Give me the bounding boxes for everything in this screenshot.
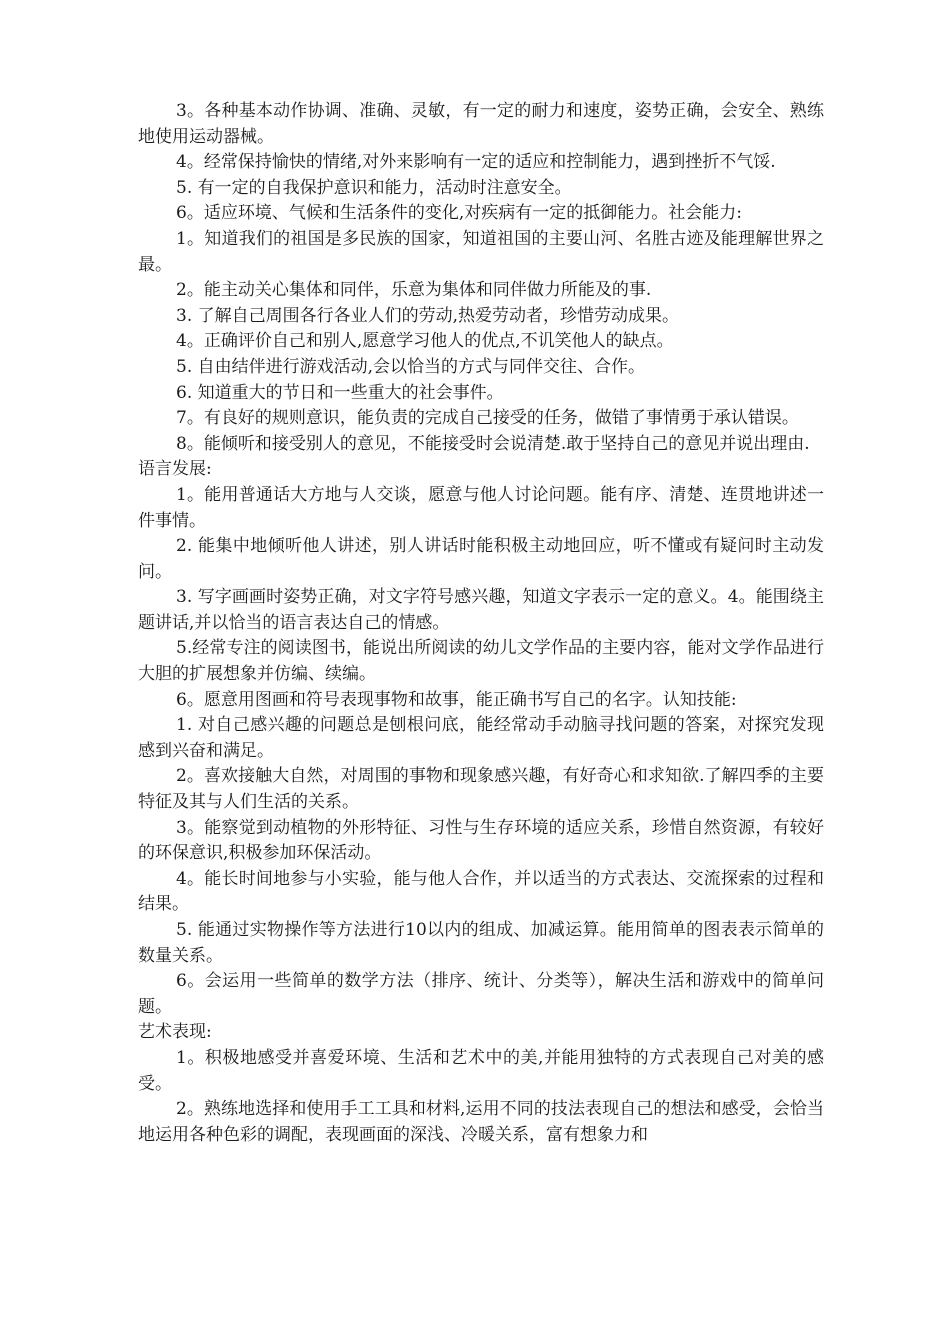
paragraph: 5. 自由结伴进行游戏活动,会以恰当的方式与同伴交往、合作。 — [176, 356, 646, 377]
paragraph: 6。适应环境、气候和生活条件的变化,对疾病有一定的抵御能力。社会能力: — [176, 203, 742, 224]
paragraph: 4。正确评价自己和别人,愿意学习他人的优点,不讥笑他人的缺点。 — [176, 331, 674, 352]
paragraph: 2. 能集中地倾听他人讲述，别人讲话时能积极主动地回应，听不懂或有疑问时主动发问。 — [138, 536, 824, 582]
paragraph: 5.经常专注的阅读图书，能说出所阅读的幼儿文学作品的主要内容，能对文学作品进行大胆的扩展想象并仿编、续编。 — [138, 638, 824, 685]
paragraph: 2。熟练地选择和使用手工工具和材料,运用不同的技法表现自己的想法和感受，会恰当地运用各种色彩的调配，表现画面的深浅、冷暖关系，富有想象力和 — [138, 1099, 824, 1145]
paragraph: 4。经常保持愉快的情绪,对外来影响有一定的适应和控制能力，遇到挫折不气馁. — [176, 152, 776, 173]
paragraph: 1。能用普通话大方地与人交谈，愿意与他人讨论问题。能有序、清楚、连贯地讲述一件事情。 — [138, 484, 824, 531]
section-heading-art: 艺术表现: — [138, 1022, 212, 1043]
paragraph: 6。会运用一些简单的数学方法（排序、统计、分类等），解决生活和游戏中的简单问题。 — [138, 971, 824, 1017]
paragraph: 3. 写字画画时姿势正确，对文字符号感兴趣，知道文字表示一定的意义。4。能围绕主题讲话,并以恰当的语言表达自己的情感。 — [138, 587, 824, 633]
paragraph: 1。知道我们的祖国是多民族的国家，知道祖国的主要山河、名胜古迹及能理解世界之最。 — [138, 228, 824, 275]
paragraph: 2。能主动关心集体和同伴，乐意为集体和同伴做力所能及的事. — [176, 280, 652, 301]
document-page — [138, 99, 824, 1148]
paragraph: 2。喜欢接触大自然，对周围的事物和现象感兴趣，有好奇心和求知欲.了解四季的主要特征及其与人们生活的关系。 — [138, 766, 824, 813]
paragraph: 6。愿意用图画和符号表现事物和故事，能正确书写自己的名字。认知技能: — [176, 689, 737, 710]
paragraph: 1. 对自己感兴趣的问题总是刨根问底，能经常动手动脑寻找问题的答案，对探究发现感到兴奋和满足。 — [138, 715, 824, 761]
paragraph: 5. 能通过实物操作等方法进行10以内的组成、加减运算。能用简单的图表表示简单的数量关系。 — [138, 920, 824, 966]
paragraph: 7。有良好的规则意识，能负责的完成自己接受的任务，做错了事情勇于承认错误。 — [176, 408, 799, 429]
paragraph: 3。各种基本动作协调、准确、灵敏，有一定的耐力和速度，姿势正确，会安全、熟练地使用运动器械。 — [138, 101, 824, 147]
section-heading-language: 语言发展: — [138, 459, 212, 480]
paragraph: 1。积极地感受并喜爱环境、生活和艺术中的美,并能用独特的方式表现自己对美的感受。 — [138, 1047, 824, 1094]
paragraph: 6. 知道重大的节日和一些重大的社会事件。 — [176, 382, 504, 403]
paragraph: 5. 有一定的自我保护意识和能力，活动时注意安全。 — [176, 177, 572, 198]
paragraph: 3. 了解自己周围各行各业人们的劳动,热爱劳动者，珍惜劳动成果。 — [176, 305, 680, 326]
paragraph: 3。能察觉到动植物的外形特征、习性与生存环境的适应关系，珍惜自然资源，有较好的环保意识,积极参加环保活动。 — [138, 817, 824, 864]
paragraph: 8。能倾听和接受别人的意见，不能接受时会说清楚.敢于坚持自己的意见并说出理由. — [176, 433, 810, 454]
paragraph: 4。能长时间地参与小实验，能与他人合作，并以适当的方式表达、交流探索的过程和结果。 — [138, 868, 824, 915]
